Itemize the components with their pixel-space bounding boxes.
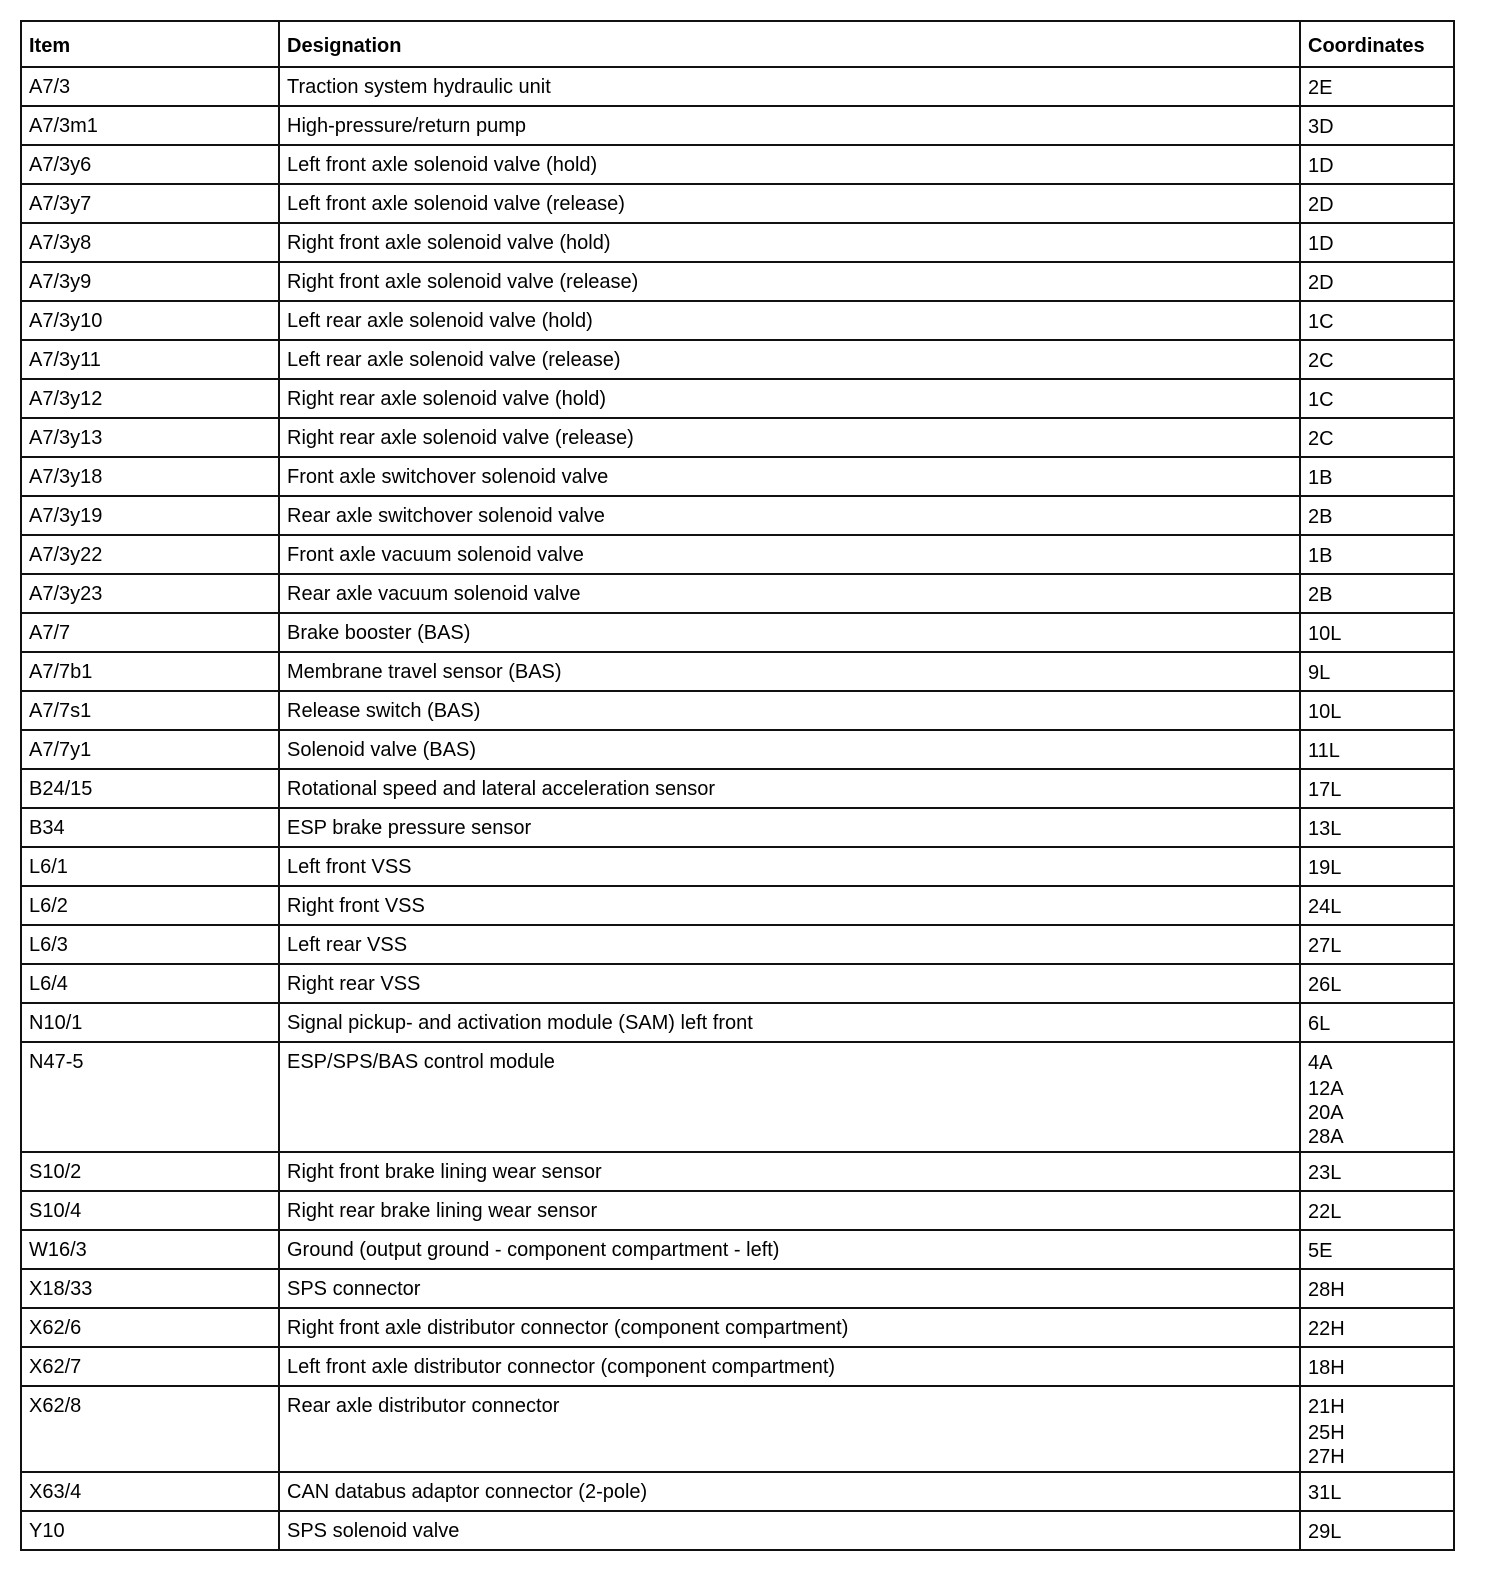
- cell-item: X63/4: [21, 1472, 279, 1511]
- coordinate-value: 31L: [1308, 1482, 1342, 1504]
- table-body: [21, 67, 1454, 1550]
- table-row: [21, 418, 1454, 457]
- cell-designation: Left front axle solenoid valve (hold): [279, 145, 1300, 184]
- table-row: [21, 1386, 1454, 1472]
- cell-designation: CAN databus adaptor connector (2-pole): [279, 1472, 1300, 1511]
- cell-coordinates: [1300, 574, 1454, 613]
- cell-designation: Traction system hydraulic unit: [279, 67, 1300, 106]
- cell-designation: Rear axle vacuum solenoid valve: [279, 574, 1300, 613]
- cell-item: S10/2: [21, 1152, 279, 1191]
- coordinate-value: 1D: [1308, 233, 1334, 255]
- header-row: [21, 21, 1454, 67]
- cell-coordinates: [1300, 1347, 1454, 1386]
- cell-item: A7/3: [21, 67, 279, 106]
- table-row: [21, 145, 1454, 184]
- coordinate-value: 2B: [1308, 584, 1333, 606]
- coordinate-value: 9L: [1308, 662, 1331, 684]
- table-row: [21, 1308, 1454, 1347]
- coordinate-value: 21H: [1308, 1396, 1345, 1418]
- cell-coordinates: [1300, 340, 1454, 379]
- cell-designation: Left front axle solenoid valve (release): [279, 184, 1300, 223]
- table-row: [21, 457, 1454, 496]
- cell-designation: SPS solenoid valve: [279, 1511, 1300, 1550]
- cell-designation: Left rear axle solenoid valve (hold): [279, 301, 1300, 340]
- cell-designation: Solenoid valve (BAS): [279, 730, 1300, 769]
- cell-designation: Right front brake lining wear sensor: [279, 1152, 1300, 1191]
- cell-designation: Right front axle solenoid valve (hold): [279, 223, 1300, 262]
- cell-coordinates: [1300, 769, 1454, 808]
- cell-item: A7/3m1: [21, 106, 279, 145]
- cell-item: A7/7b1: [21, 652, 279, 691]
- cell-designation: Right rear axle solenoid valve (hold): [279, 379, 1300, 418]
- table-row: [21, 730, 1454, 769]
- coordinate-value: 19L: [1308, 857, 1342, 879]
- header-designation: Designation: [279, 21, 1300, 67]
- cell-item: A7/3y6: [21, 145, 279, 184]
- cell-designation: Right front axle solenoid valve (release): [279, 262, 1300, 301]
- cell-item: A7/3y22: [21, 535, 279, 574]
- table-row: [21, 1042, 1454, 1152]
- cell-designation: Front axle vacuum solenoid valve: [279, 535, 1300, 574]
- cell-coordinates: [1300, 652, 1454, 691]
- cell-coordinates: [1300, 535, 1454, 574]
- cell-coordinates: [1300, 223, 1454, 262]
- cell-item: A7/3y10: [21, 301, 279, 340]
- coordinate-value: 10L: [1308, 701, 1342, 723]
- coordinate-value: 25H: [1308, 1422, 1345, 1444]
- coordinate-value: 28A: [1308, 1126, 1344, 1148]
- coordinate-value: 11L: [1308, 740, 1340, 762]
- table-row: [21, 106, 1454, 145]
- cell-coordinates: [1300, 262, 1454, 301]
- header-item: Item: [21, 21, 279, 67]
- cell-item: X18/33: [21, 1269, 279, 1308]
- table-row: [21, 184, 1454, 223]
- cell-coordinates: [1300, 496, 1454, 535]
- cell-coordinates: [1300, 1191, 1454, 1230]
- table-row: [21, 1511, 1454, 1550]
- cell-item: B34: [21, 808, 279, 847]
- cell-item: Y10: [21, 1511, 279, 1550]
- cell-item: A7/3y13: [21, 418, 279, 457]
- cell-coordinates: [1300, 1386, 1454, 1472]
- cell-designation: Left rear axle solenoid valve (release): [279, 340, 1300, 379]
- table-row: [21, 1230, 1454, 1269]
- cell-item: L6/2: [21, 886, 279, 925]
- cell-designation: Front axle switchover solenoid valve: [279, 457, 1300, 496]
- cell-item: A7/7s1: [21, 691, 279, 730]
- cell-item: A7/3y12: [21, 379, 279, 418]
- coordinate-value: 2C: [1308, 350, 1334, 372]
- table-row: [21, 1269, 1454, 1308]
- coordinate-value: 1B: [1308, 545, 1333, 567]
- cell-designation: Rear axle switchover solenoid valve: [279, 496, 1300, 535]
- cell-designation: Right rear brake lining wear sensor: [279, 1191, 1300, 1230]
- coordinate-value: 1C: [1308, 311, 1334, 333]
- cell-item: A7/3y23: [21, 574, 279, 613]
- cell-item: A7/3y19: [21, 496, 279, 535]
- cell-designation: Right front axle distributor connector (component compartment): [279, 1308, 1300, 1347]
- cell-coordinates: [1300, 886, 1454, 925]
- coordinate-value: 5E: [1308, 1240, 1333, 1262]
- cell-coordinates: [1300, 301, 1454, 340]
- cell-coordinates: [1300, 691, 1454, 730]
- cell-coordinates: [1300, 418, 1454, 457]
- table-row: [21, 1003, 1454, 1042]
- coordinate-value: 2C: [1308, 428, 1334, 450]
- cell-designation: ESP/SPS/BAS control module: [279, 1042, 1300, 1152]
- coordinate-value: 29L: [1308, 1521, 1342, 1543]
- cell-designation: Brake booster (BAS): [279, 613, 1300, 652]
- table-row: [21, 1347, 1454, 1386]
- cell-item: A7/3y18: [21, 457, 279, 496]
- coordinate-value: 23L: [1308, 1162, 1342, 1184]
- cell-designation: Left front axle distributor connector (component compartment): [279, 1347, 1300, 1386]
- cell-item: L6/3: [21, 925, 279, 964]
- coordinate-value: 2D: [1308, 272, 1334, 294]
- cell-item: N10/1: [21, 1003, 279, 1042]
- table-row: [21, 379, 1454, 418]
- cell-item: L6/4: [21, 964, 279, 1003]
- cell-item: A7/7y1: [21, 730, 279, 769]
- cell-designation: Rear axle distributor connector: [279, 1386, 1300, 1472]
- cell-item: A7/3y11: [21, 340, 279, 379]
- table-row: [21, 1152, 1454, 1191]
- coordinate-value: 2E: [1308, 77, 1333, 99]
- cell-designation: Membrane travel sensor (BAS): [279, 652, 1300, 691]
- table-row: [21, 769, 1454, 808]
- table-row: [21, 691, 1454, 730]
- cell-coordinates: [1300, 67, 1454, 106]
- table-row: [21, 67, 1454, 106]
- cell-coordinates: [1300, 1269, 1454, 1308]
- coordinate-value: 1B: [1308, 467, 1333, 489]
- table-row: [21, 652, 1454, 691]
- coordinate-value: 22L: [1308, 1201, 1342, 1223]
- table-row: [21, 262, 1454, 301]
- cell-designation: Right rear axle solenoid valve (release): [279, 418, 1300, 457]
- table-row: [21, 964, 1454, 1003]
- cell-coordinates: [1300, 1042, 1454, 1152]
- table-row: [21, 301, 1454, 340]
- cell-item: W16/3: [21, 1230, 279, 1269]
- cell-item: L6/1: [21, 847, 279, 886]
- cell-item: A7/3y9: [21, 262, 279, 301]
- cell-coordinates: [1300, 1003, 1454, 1042]
- cell-designation: SPS connector: [279, 1269, 1300, 1308]
- cell-coordinates: [1300, 847, 1454, 886]
- cell-item: X62/7: [21, 1347, 279, 1386]
- cell-item: N47-5: [21, 1042, 279, 1152]
- cell-coordinates: [1300, 613, 1454, 652]
- table-row: [21, 613, 1454, 652]
- coordinate-value: 20A: [1308, 1102, 1344, 1124]
- coordinate-value: 24L: [1308, 896, 1342, 918]
- cell-item: A7/7: [21, 613, 279, 652]
- cell-designation: Ground (output ground - component compartment - left): [279, 1230, 1300, 1269]
- component-legend-table: [20, 20, 1455, 1551]
- coordinate-value: 2D: [1308, 194, 1334, 216]
- cell-item: A7/3y8: [21, 223, 279, 262]
- cell-designation: Signal pickup- and activation module (SAM) left front: [279, 1003, 1300, 1042]
- cell-item: A7/3y7: [21, 184, 279, 223]
- coordinate-value: 1C: [1308, 389, 1334, 411]
- cell-coordinates: [1300, 457, 1454, 496]
- coordinate-value: 26L: [1308, 974, 1342, 996]
- coordinate-value: 13L: [1308, 818, 1342, 840]
- cell-designation: Release switch (BAS): [279, 691, 1300, 730]
- cell-designation: Right front VSS: [279, 886, 1300, 925]
- table-row: [21, 574, 1454, 613]
- cell-designation: Rotational speed and lateral acceleration sensor: [279, 769, 1300, 808]
- cell-coordinates: [1300, 808, 1454, 847]
- cell-coordinates: [1300, 1511, 1454, 1550]
- cell-coordinates: [1300, 1230, 1454, 1269]
- cell-coordinates: [1300, 1152, 1454, 1191]
- cell-designation: ESP brake pressure sensor: [279, 808, 1300, 847]
- table-row: [21, 496, 1454, 535]
- table-row: [21, 886, 1454, 925]
- cell-item: S10/4: [21, 1191, 279, 1230]
- cell-coordinates: [1300, 964, 1454, 1003]
- cell-coordinates: [1300, 730, 1454, 769]
- coordinate-value: 27H: [1308, 1446, 1345, 1468]
- cell-item: X62/8: [21, 1386, 279, 1472]
- cell-designation: Right rear VSS: [279, 964, 1300, 1003]
- cell-item: B24/15: [21, 769, 279, 808]
- coordinate-value: 10L: [1308, 623, 1342, 645]
- coordinate-value: 22H: [1308, 1318, 1345, 1340]
- table-row: [21, 535, 1454, 574]
- cell-coordinates: [1300, 925, 1454, 964]
- coordinate-value: 3D: [1308, 116, 1334, 138]
- header-coordinates: Coordinates: [1300, 21, 1454, 67]
- coordinate-value: 6L: [1308, 1013, 1331, 1035]
- table-row: [21, 1472, 1454, 1511]
- table-row: [21, 847, 1454, 886]
- cell-coordinates: [1300, 184, 1454, 223]
- cell-coordinates: [1300, 1472, 1454, 1511]
- cell-designation: Left rear VSS: [279, 925, 1300, 964]
- table-row: [21, 808, 1454, 847]
- coordinate-value: 17L: [1308, 779, 1342, 801]
- table-row: [21, 223, 1454, 262]
- cell-coordinates: [1300, 379, 1454, 418]
- cell-designation: Left front VSS: [279, 847, 1300, 886]
- coordinate-value: 28H: [1308, 1279, 1345, 1301]
- coordinate-value: 12A: [1308, 1078, 1344, 1100]
- coordinate-value: 18H: [1308, 1357, 1345, 1379]
- cell-coordinates: [1300, 1308, 1454, 1347]
- cell-designation: High-pressure/return pump: [279, 106, 1300, 145]
- coordinate-value: 2B: [1308, 506, 1333, 528]
- coordinate-value: 27L: [1308, 935, 1342, 957]
- coordinate-value: 4A: [1308, 1052, 1333, 1074]
- table-row: [21, 1191, 1454, 1230]
- table-row: [21, 925, 1454, 964]
- cell-coordinates: [1300, 106, 1454, 145]
- table-row: [21, 340, 1454, 379]
- cell-item: X62/6: [21, 1308, 279, 1347]
- cell-coordinates: [1300, 145, 1454, 184]
- coordinate-value: 1D: [1308, 155, 1334, 177]
